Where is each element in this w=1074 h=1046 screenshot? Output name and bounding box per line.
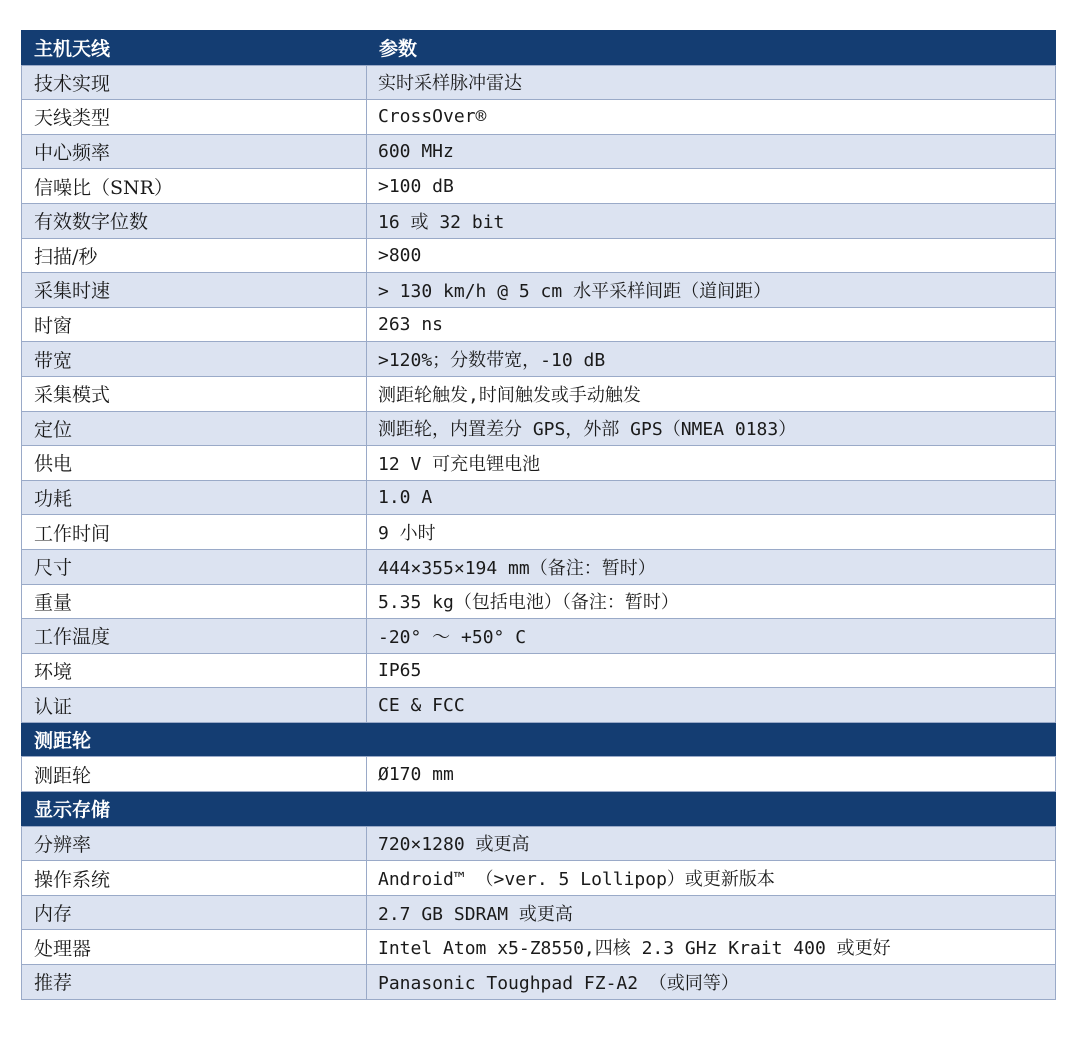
table-row — [22, 965, 1056, 1000]
row-value: 测距轮，内置差分 GPS，外部 GPS（NMEA 0183） — [367, 411, 1056, 446]
row-label: 工作温度 — [22, 619, 367, 654]
row-value: >120%；分数带宽，-10 dB — [367, 342, 1056, 377]
table-row — [22, 826, 1056, 861]
header-col2: 参数 — [367, 31, 1056, 66]
table-row — [22, 653, 1056, 688]
table-row — [22, 100, 1056, 135]
row-value: CE & FCC — [367, 688, 1056, 723]
table-row — [22, 238, 1056, 273]
row-value: CrossOver® — [367, 100, 1056, 135]
table-row — [22, 169, 1056, 204]
table-row — [22, 515, 1056, 550]
row-value: 12 V 可充电锂电池 — [367, 446, 1056, 481]
row-value: Android™ （>ver. 5 Lollipop）或更新版本 — [367, 861, 1056, 896]
row-label: 采集时速 — [22, 273, 367, 308]
row-label: 处理器 — [22, 930, 367, 965]
table-row — [22, 584, 1056, 619]
row-value: 720×1280 或更高 — [367, 826, 1056, 861]
row-label: 操作系统 — [22, 861, 367, 896]
table-row — [22, 861, 1056, 896]
table-row — [22, 134, 1056, 169]
row-label: 测距轮 — [22, 757, 367, 792]
row-value: 实时采样脉冲雷达 — [367, 65, 1056, 100]
section-title: 显示存储 — [22, 792, 1056, 827]
table-row — [22, 342, 1056, 377]
row-value: 444×355×194 mm（备注：暂时） — [367, 549, 1056, 584]
row-label: 技术实现 — [22, 65, 367, 100]
header-col1: 主机天线 — [22, 31, 367, 66]
table-row — [22, 446, 1056, 481]
row-label: 扫描/秒 — [22, 238, 367, 273]
row-label: 供电 — [22, 446, 367, 481]
row-label: 有效数字位数 — [22, 203, 367, 238]
table-row — [22, 376, 1056, 411]
row-label: 认证 — [22, 688, 367, 723]
row-value: 600 MHz — [367, 134, 1056, 169]
table-row — [22, 688, 1056, 723]
table-row — [22, 757, 1056, 792]
table-row — [22, 930, 1056, 965]
table-row — [22, 619, 1056, 654]
section-title: 测距轮 — [22, 722, 1056, 757]
row-value: 测距轮触发,时间触发或手动触发 — [367, 376, 1056, 411]
row-value: >100 dB — [367, 169, 1056, 204]
row-value: >800 — [367, 238, 1056, 273]
row-label: 功耗 — [22, 480, 367, 515]
row-label: 尺寸 — [22, 549, 367, 584]
row-value: 16 或 32 bit — [367, 203, 1056, 238]
row-value: > 130 km/h @ 5 cm 水平采样间距（道间距） — [367, 273, 1056, 308]
section-header-row — [22, 722, 1056, 757]
row-value: Ø170 mm — [367, 757, 1056, 792]
table-row — [22, 549, 1056, 584]
table-row — [22, 895, 1056, 930]
table-row — [22, 273, 1056, 308]
table-row — [22, 203, 1056, 238]
table-row — [22, 65, 1056, 100]
row-value: 5.35 kg（包括电池）（备注：暂时） — [367, 584, 1056, 619]
section-header-row — [22, 792, 1056, 827]
row-value: 2.7 GB SDRAM 或更高 — [367, 895, 1056, 930]
row-label: 分辨率 — [22, 826, 367, 861]
table-header-row — [22, 31, 1056, 66]
table-row — [22, 307, 1056, 342]
row-label: 信噪比（SNR） — [22, 169, 367, 204]
row-label: 推荐 — [22, 965, 367, 1000]
row-label: 采集模式 — [22, 376, 367, 411]
row-label: 带宽 — [22, 342, 367, 377]
row-label: 中心频率 — [22, 134, 367, 169]
table-row — [22, 411, 1056, 446]
row-value: IP65 — [367, 653, 1056, 688]
row-label: 内存 — [22, 895, 367, 930]
row-value: 263 ns — [367, 307, 1056, 342]
spec-table — [21, 30, 1056, 1000]
row-label: 定位 — [22, 411, 367, 446]
row-value: 1.0 A — [367, 480, 1056, 515]
row-label: 重量 — [22, 584, 367, 619]
table-row — [22, 480, 1056, 515]
row-label: 天线类型 — [22, 100, 367, 135]
row-value: -20° ～ +50° C — [367, 619, 1056, 654]
row-value: 9 小时 — [367, 515, 1056, 550]
row-label: 工作时间 — [22, 515, 367, 550]
row-label: 时窗 — [22, 307, 367, 342]
row-value: Intel Atom x5-Z8550,四核 2.3 GHz Krait 400 或更好 — [367, 930, 1056, 965]
row-label: 环境 — [22, 653, 367, 688]
row-value: Panasonic Toughpad FZ-A2 （或同等） — [367, 965, 1056, 1000]
